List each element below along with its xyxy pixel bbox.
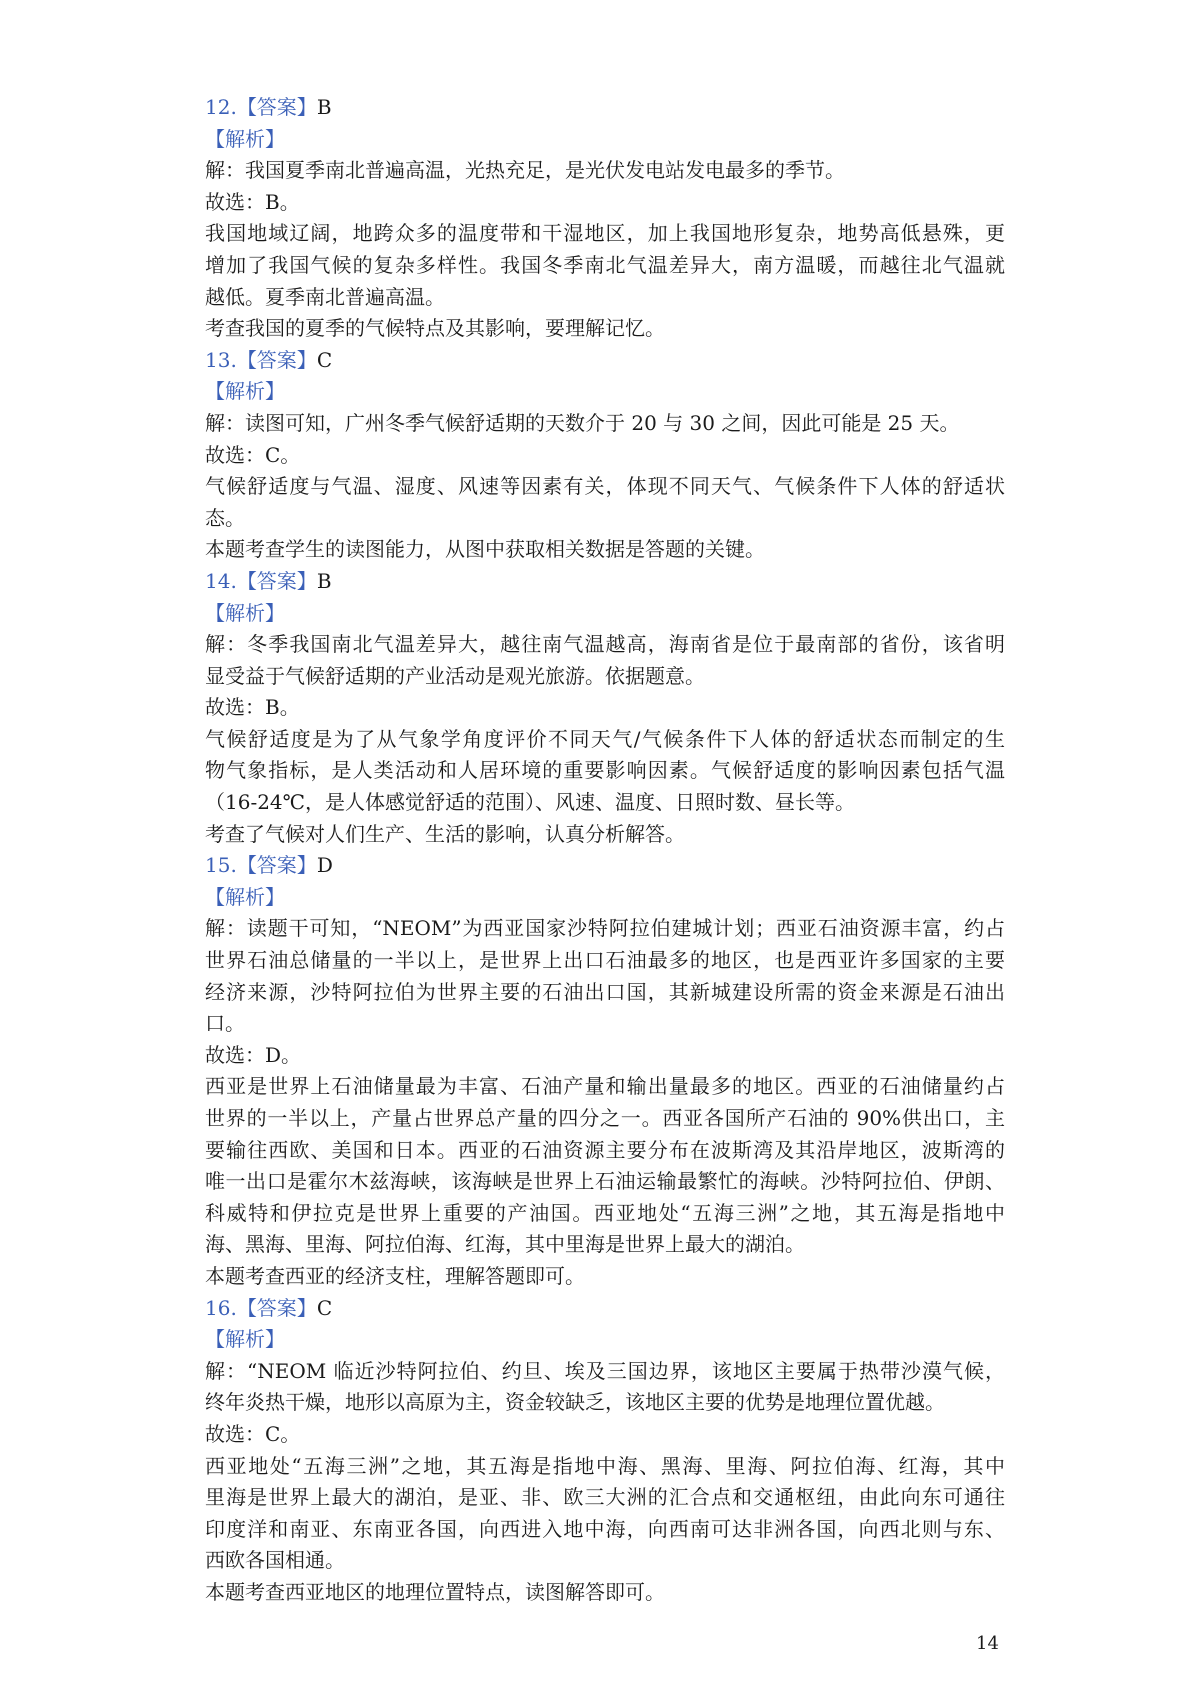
- explanation-line: 唯一出口是霍尔木兹海峡，该海峡是世界上石油运输最繁忙的海峡。沙特阿拉伯、伊朗、: [205, 1169, 1005, 1194]
- explanation-line: 要输往西欧、美国和日本。西亚的石油资源主要分布在波斯湾及其沿岸地区，波斯湾的: [205, 1137, 1005, 1162]
- explanation-line: 终年炎热干燥，地形以高原为主，资金较缺乏，该地区主要的优势是地理位置优越。: [205, 1390, 945, 1415]
- explanation-line: 解：“NEOM 临近沙特阿拉伯、约旦、埃及三国边界，该地区主要属于热带沙漠气候，: [205, 1358, 1005, 1383]
- explanation-line: （16-24℃，是人体感觉舒适的范围）、风速、温度、日照时数、昼长等。: [205, 790, 856, 815]
- explanation-line: 海、黑海、里海、阿拉伯海、红海，其中里海是世界上最大的湖泊。: [205, 1232, 805, 1257]
- explanation-line: 本题考查西亚的经济支柱，理解答题即可。: [205, 1263, 585, 1288]
- analysis-tag: 【解析】: [205, 379, 285, 404]
- explanation-line: 西亚是世界上石油储量最为丰富、石油产量和输出量最多的地区。西亚的石油储量约占: [205, 1074, 1005, 1099]
- answer-sheet: [205, 92, 1005, 1609]
- answer-value: C: [316, 347, 333, 372]
- explanation-line: 态。: [205, 505, 245, 530]
- answer-tag: 【答案】: [236, 347, 317, 372]
- explanation-line: 世界的一半以上，产量占世界总产量的四分之一。西亚各国所产石油的 90%供出口，主: [205, 1106, 1005, 1130]
- explanation-line: 本题考查西亚地区的地理位置特点，读图解答即可。: [205, 1579, 665, 1604]
- explanation-line: 解：冬季我国南北气温差异大，越往南气温越高，海南省是位于最南部的省份，该省明: [205, 632, 1005, 657]
- analysis-tag: 【解析】: [205, 884, 285, 909]
- question-block: [205, 566, 1005, 850]
- answer-tag: 【答案】: [236, 853, 317, 878]
- answer-value: B: [316, 95, 332, 119]
- explanation-line: 西亚地处“五海三洲”之地，其五海是指地中海、黑海、里海、阿拉伯海、红海，其中: [205, 1453, 1005, 1478]
- answer-tag: 【答案】: [236, 1295, 317, 1320]
- explanation-line: 口。: [205, 1011, 245, 1036]
- explanation-line: 显受益于气候舒适期的产业活动是观光旅游。依据题意。: [205, 663, 705, 688]
- explanation-line: 本题考查学生的读图能力，从图中获取相关数据是答题的关键。: [205, 537, 765, 562]
- explanation-line: 故选：B。: [205, 189, 300, 214]
- explanation-line: 故选：C。: [205, 442, 301, 467]
- answer-line: [205, 92, 1005, 124]
- explanation-line: 印度洋和南亚、东南亚各国，向西进入地中海，向西南可达非洲各国，向西北则与东、: [205, 1516, 1005, 1541]
- question-number: 13.: [205, 347, 237, 372]
- analysis-tag: 【解析】: [205, 600, 285, 625]
- explanation-line: 考查我国的夏季的气候特点及其影响，要理解记忆。: [205, 316, 665, 341]
- explanation-line: 故选：C。: [205, 1421, 301, 1446]
- question-number: 14.: [205, 568, 237, 593]
- question-block: [205, 345, 1005, 566]
- explanation-line: 世界石油总储量的一半以上，是世界上出口石油最多的地区，也是西亚许多国家的主要: [205, 948, 1005, 973]
- answer-line: [205, 345, 1005, 377]
- explanation-line: 考查了气候对人们生产、生活的影响，认真分析解答。: [205, 821, 685, 846]
- explanation-line: 增加了我国气候的复杂多样性。我国冬季南北气温差异大，南方温暖，而越往北气温就: [205, 252, 1005, 277]
- explanation-line: 西欧各国相通。: [205, 1548, 345, 1573]
- analysis-tag: 【解析】: [205, 1327, 285, 1352]
- explanation-line: 经济来源，沙特阿拉伯为世界主要的石油出口国，其新城建设所需的资金来源是石油出: [205, 979, 1005, 1004]
- explanation-line: 科威特和伊拉克是世界上重要的产油国。西亚地处“五海三洲”之地，其五海是指地中: [205, 1200, 1005, 1225]
- question-block: [205, 850, 1005, 1292]
- answer-tag: 【答案】: [236, 95, 317, 119]
- question-block: [205, 1293, 1005, 1609]
- explanation-line: 故选：B。: [205, 695, 300, 720]
- question-block: [205, 92, 1005, 345]
- explanation-line: 物气象指标，是人类活动和人居环境的重要影响因素。气候舒适度的影响因素包括气温: [205, 758, 1005, 783]
- explanation-line: 我国地域辽阔，地跨众多的温度带和干湿地区，加上我国地形复杂，地势高低悬殊，更: [205, 221, 1005, 246]
- question-number: 15.: [205, 853, 237, 878]
- answer-line: [205, 1293, 1005, 1325]
- question-number: 12.: [205, 95, 237, 119]
- explanation-line: 越低。夏季南北普遍高温。: [205, 284, 445, 309]
- answer-value: D: [316, 853, 333, 878]
- answer-value: C: [316, 1295, 333, 1320]
- explanation-line: 气候舒适度与气温、湿度、风速等因素有关，体现不同天气、气候条件下人体的舒适状: [205, 474, 1005, 499]
- answer-line: [205, 850, 1005, 882]
- analysis-tag: 【解析】: [205, 126, 285, 151]
- explanation-line: 故选：D。: [205, 1042, 302, 1067]
- answer-value: B: [316, 568, 332, 593]
- explanation-line: 解：我国夏季南北普遍高温，光热充足，是光伏发电站发电最多的季节。: [205, 158, 845, 183]
- page-number: 14: [976, 1633, 999, 1654]
- explanation-line: 解：读图可知，广州冬季气候舒适期的天数介于 20 与 30 之间，因此可能是 25 天。: [205, 410, 960, 435]
- answer-tag: 【答案】: [236, 568, 317, 593]
- question-number: 16.: [205, 1295, 237, 1320]
- explanation-line: 里海是世界上最大的湖泊，是亚、非、欧三大洲的汇合点和交通枢纽，由此向东可通往: [205, 1485, 1005, 1510]
- answer-line: [205, 566, 1005, 598]
- explanation-line: 气候舒适度是为了从气象学角度评价不同天气/气候条件下人体的舒适状态而制定的生: [205, 726, 1005, 751]
- explanation-line: 解：读题干可知，“NEOM”为西亚国家沙特阿拉伯建城计划；西亚石油资源丰富，约占: [205, 916, 1005, 941]
